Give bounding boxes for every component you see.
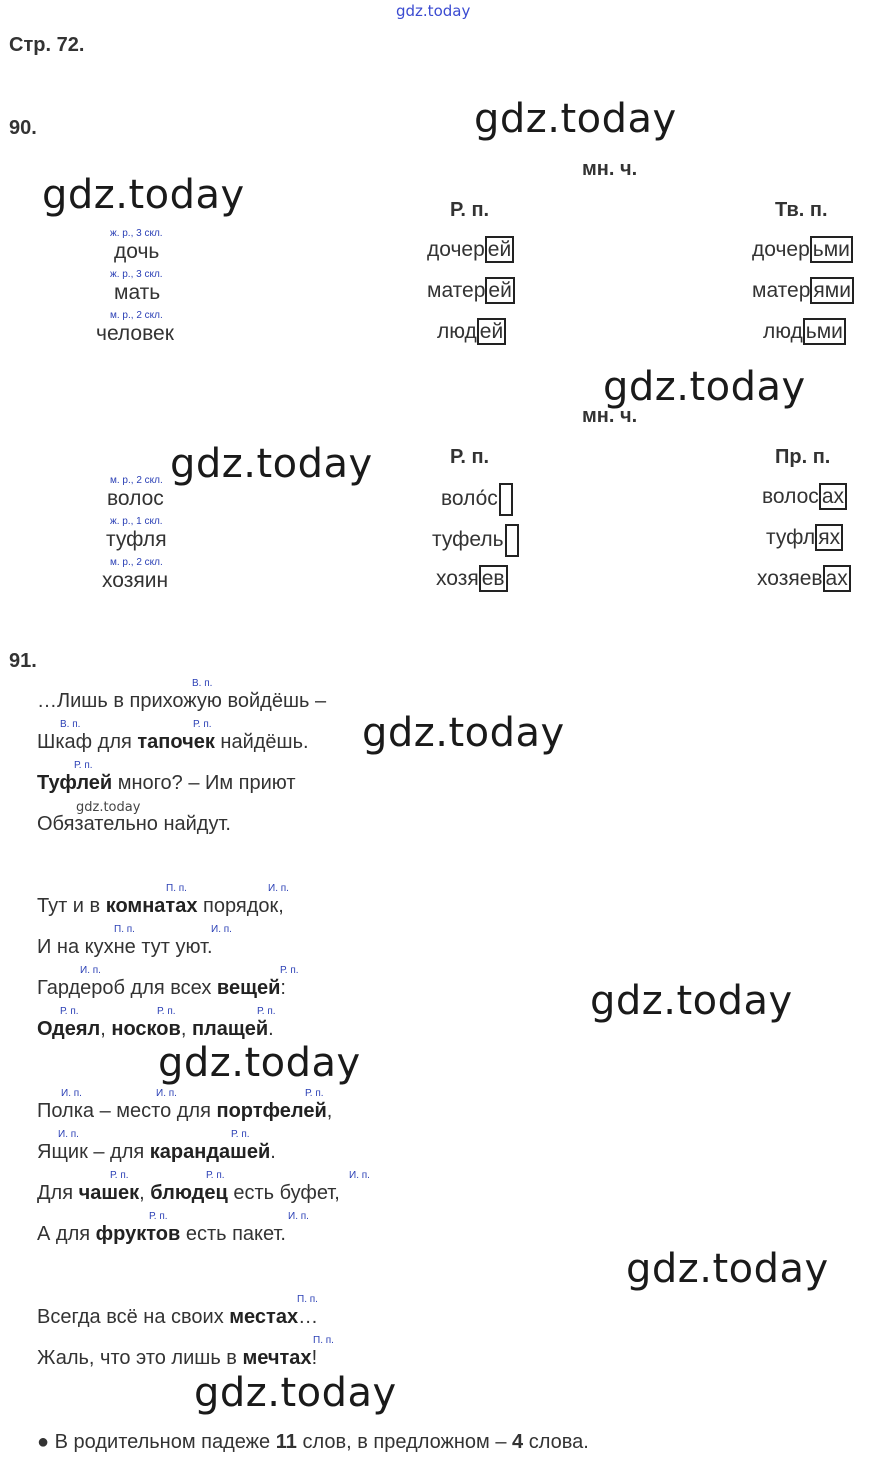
- case-label: Р. п.: [60, 1006, 79, 1017]
- poem-line: [37, 1100, 332, 1123]
- ending-box: ях: [815, 524, 843, 551]
- form-genitive: хозя ев: [436, 567, 508, 591]
- poem-line: [37, 1347, 317, 1370]
- table2-col1-header: Р. п.: [450, 446, 490, 468]
- word-note: ж. р., 1 скл.: [110, 516, 163, 527]
- case-label: П. п.: [166, 883, 187, 894]
- base-word: хозяин: [102, 569, 169, 592]
- summary: ● В родительном падеже 11 слов, в предложном – 4 слова.: [37, 1431, 589, 1453]
- case-label: И. п.: [156, 1088, 177, 1099]
- poem-text: есть пакет.: [180, 1223, 286, 1245]
- word-note: м. р., 2 скл.: [110, 310, 163, 321]
- highlighted-word: блюдец: [150, 1182, 228, 1204]
- table1-group-label: мн. ч.: [582, 158, 638, 180]
- page-title: Стр. 72.: [9, 34, 85, 56]
- poem-line: [37, 731, 309, 754]
- case-label: Р. п.: [149, 1211, 168, 1222]
- poem-text: ,: [100, 1018, 112, 1040]
- watermark-small: gdz.today: [76, 800, 141, 815]
- case-label: Р. п.: [74, 760, 93, 771]
- case-label: Р. п.: [257, 1006, 276, 1017]
- poem-text: Для: [37, 1182, 79, 1204]
- table2-group-label: мн. ч.: [582, 405, 638, 427]
- poem-line: [37, 1018, 274, 1041]
- poem-text: много? – Им приют: [112, 772, 296, 794]
- watermark: gdz.today: [170, 441, 373, 487]
- ending-box: ев: [479, 565, 508, 592]
- poem-text: !: [311, 1347, 318, 1369]
- highlighted-word: фруктов: [95, 1223, 181, 1245]
- form-prepositional: волос ах: [762, 485, 847, 509]
- base-word: туфля: [106, 528, 167, 551]
- poem-text: ,: [139, 1182, 151, 1204]
- poem-text: Полка – место для: [37, 1100, 217, 1122]
- case-label: Р. п.: [231, 1129, 250, 1140]
- word-note: м. р., 2 скл.: [110, 557, 163, 568]
- highlighted-word: комнатах: [105, 895, 198, 917]
- exercise-number-91: 91.: [9, 650, 37, 672]
- case-label: П. п.: [297, 1294, 318, 1305]
- watermark: gdz.today: [158, 1040, 361, 1086]
- poem-line: [37, 813, 231, 836]
- poem-line: [37, 936, 213, 959]
- case-label: В. п.: [60, 719, 81, 730]
- word-note: ж. р., 3 скл.: [110, 228, 163, 239]
- poem-line: [37, 895, 284, 918]
- poem-text: Жаль, что это лишь в: [37, 1347, 243, 1369]
- poem-text: …: [298, 1306, 319, 1328]
- base-word: мать: [114, 281, 161, 304]
- case-label: Р. п.: [193, 719, 212, 730]
- ending-box: ьми: [803, 318, 846, 345]
- case-label: Р. п.: [305, 1088, 324, 1099]
- form-prepositional: туфл ях: [766, 526, 843, 550]
- highlighted-word: Туфлей: [37, 772, 113, 794]
- empty-ending-box: [505, 524, 519, 557]
- case-label: И. п.: [58, 1129, 79, 1140]
- ending-box: ями: [810, 277, 854, 304]
- poem-text: :: [280, 977, 286, 999]
- form-prepositional: хозяев ах: [757, 567, 851, 591]
- highlighted-word: портфелей: [216, 1100, 327, 1122]
- poem-text: порядок,: [197, 895, 284, 917]
- ending-box: ах: [819, 483, 847, 510]
- form-genitive: дочер ей: [427, 238, 514, 262]
- table1-col1-header: Р. п.: [450, 199, 490, 221]
- poem-text: И на кухне тут уют.: [37, 936, 213, 958]
- form-instrumental: матер ями: [752, 279, 854, 303]
- form-instrumental: дочер ьми: [752, 238, 853, 262]
- watermark: gdz.today: [590, 978, 793, 1024]
- form-genitive: матер ей: [427, 279, 515, 303]
- poem-text: Гардероб для всех: [37, 977, 217, 999]
- poem-line: [37, 1182, 340, 1205]
- poem-line: [37, 1141, 276, 1164]
- poem-text: есть буфет,: [227, 1182, 340, 1204]
- poem-text: …Лишь в прихожую войдёшь –: [37, 690, 327, 712]
- case-label: П. п.: [313, 1335, 334, 1346]
- poem-text: ,: [180, 1018, 192, 1040]
- case-label: И. п.: [288, 1211, 309, 1222]
- poem-text: .: [268, 1018, 274, 1040]
- word-note: ж. р., 3 скл.: [110, 269, 163, 280]
- poem-text: Тут и в: [37, 895, 106, 917]
- case-label: И. п.: [80, 965, 101, 976]
- poem-text: ,: [326, 1100, 333, 1122]
- ending-box: ей: [485, 277, 514, 304]
- case-label: Р. п.: [157, 1006, 176, 1017]
- highlighted-word: мечтах: [242, 1347, 312, 1369]
- exercise-number-90: 90.: [9, 117, 37, 139]
- empty-ending-box: [499, 483, 513, 516]
- form-genitive: туфель: [432, 524, 519, 557]
- base-word: волос: [107, 487, 164, 510]
- base-word: дочь: [114, 240, 160, 263]
- poem-text: найдёшь.: [214, 731, 309, 753]
- form-genitive: люд ей: [437, 320, 506, 344]
- case-label: И. п.: [61, 1088, 82, 1099]
- poem-line: [37, 1223, 286, 1246]
- case-label: Р. п.: [110, 1170, 129, 1181]
- poem-text: Всегда всё на своих: [37, 1306, 230, 1328]
- poem-line: [37, 977, 286, 1000]
- bullet: ●: [37, 1431, 50, 1453]
- highlighted-word: тапочек: [137, 731, 215, 753]
- case-label: И. п.: [349, 1170, 370, 1181]
- poem-line: [37, 772, 296, 795]
- poem-line: [37, 690, 326, 713]
- poem-line: [37, 1306, 318, 1329]
- prepositional-count: 4: [512, 1431, 524, 1453]
- poem-text: А для: [37, 1223, 96, 1245]
- ending-box: ей: [477, 318, 506, 345]
- highlighted-word: вещей: [216, 977, 281, 999]
- case-label: Р. п.: [206, 1170, 225, 1181]
- highlighted-word: чашек: [78, 1182, 140, 1204]
- ending-box: ьми: [810, 236, 853, 263]
- form-genitive: воло́с: [441, 483, 513, 516]
- ending-box: ей: [485, 236, 514, 263]
- case-label: И. п.: [211, 924, 232, 935]
- watermark: gdz.today: [474, 96, 677, 142]
- ending-box: ах: [823, 565, 851, 592]
- table2-col2-header: Пр. п.: [775, 446, 831, 468]
- highlighted-word: карандашей: [149, 1141, 271, 1163]
- case-label: Р. п.: [280, 965, 299, 976]
- base-word: человек: [96, 322, 174, 345]
- table1-col2-header: Тв. п.: [775, 199, 828, 221]
- genitive-count: 11: [275, 1431, 297, 1453]
- watermark: gdz.today: [194, 1370, 397, 1416]
- word-note: м. р., 2 скл.: [110, 475, 163, 486]
- case-label: И. п.: [268, 883, 289, 894]
- watermark: gdz.today: [626, 1246, 829, 1292]
- watermark: gdz.today: [362, 710, 565, 756]
- poem-text: Обязательно найдут.: [37, 813, 231, 835]
- highlighted-word: плащей: [191, 1018, 269, 1040]
- highlighted-word: местах: [229, 1306, 299, 1328]
- case-label: П. п.: [114, 924, 135, 935]
- watermark: gdz.today: [42, 172, 245, 218]
- poem-text: .: [270, 1141, 276, 1163]
- highlighted-word: Одеял: [37, 1018, 101, 1040]
- watermark: gdz.today: [603, 364, 806, 410]
- poem-text: Шкаф для: [37, 731, 138, 753]
- watermark-top: gdz.today: [396, 2, 471, 20]
- poem-text: Ящик – для: [37, 1141, 150, 1163]
- form-instrumental: люд ьми: [763, 320, 846, 344]
- case-label: В. п.: [192, 678, 213, 689]
- highlighted-word: носков: [111, 1018, 181, 1040]
